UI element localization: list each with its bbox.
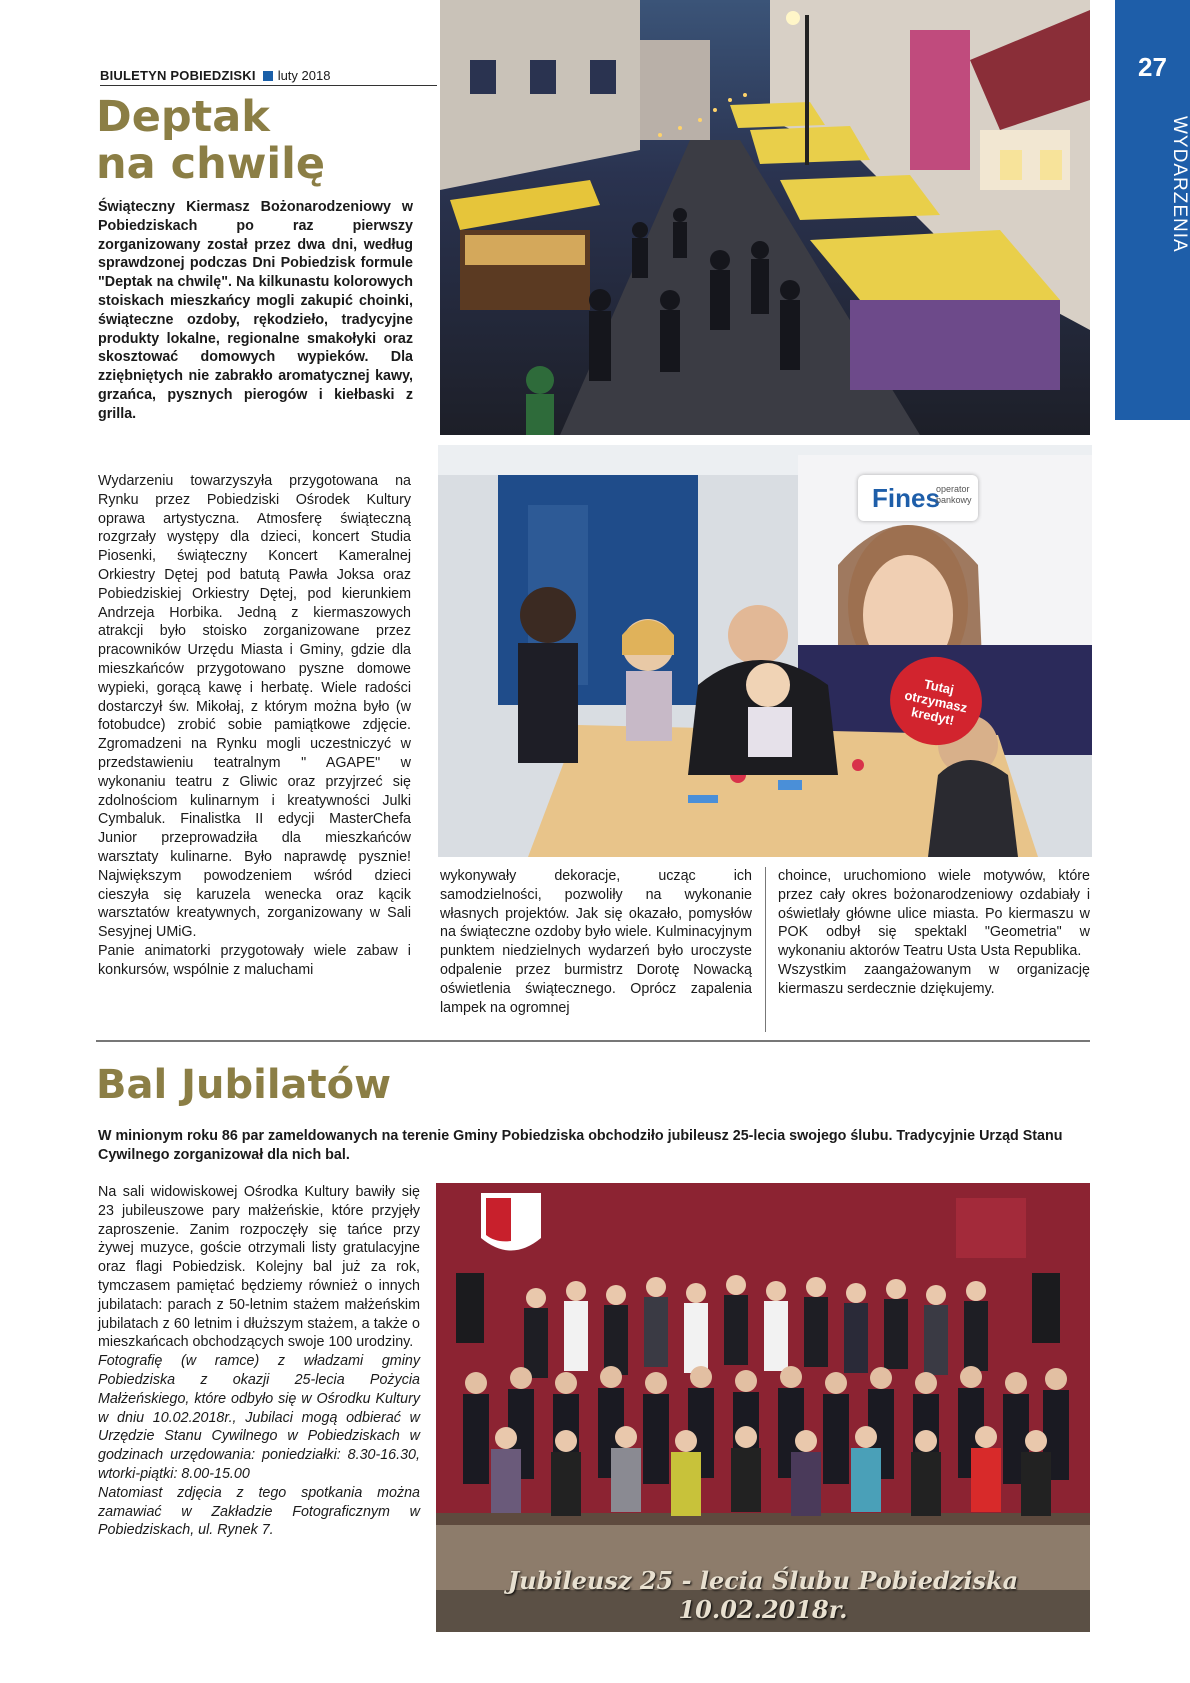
body-paragraph: Na sali widowiskowej Ośrodka Kultury bawiły się 23 jubileuszowe pary małżeńskie, które przyjęły zaproszenie. Zanim rozpoczęły się tańce przy żywej muzyce, goście otrzymali listy gratulacyjne oraz flagi Pobiedzisk. Kolejny bal już za rok, tymczasem pamiętać będziemy również o innych jubilatach: parach z 50-letnim stażem małżeńskim jubilatach z 60 letnim i dłuższym stażem, a także o mieszkańcach obchodzących swoje 100 urodziny. xyxy=(98,1184,420,1351)
article-column-2 xyxy=(440,867,752,1017)
article-title-bal: Bal Jubilatów xyxy=(96,1062,392,1108)
bank-sign-sub: operator bankowy xyxy=(936,484,972,505)
bank-sign xyxy=(858,475,978,521)
body-paragraph-italic: Natomiast zdjęcia z tego spotkania można zamawiać w Zakładzie Fotograficznym w Pobiedziskach, ul. Rynek 7. xyxy=(98,1484,420,1539)
photo-caption: Jubileusz 25 - lecia Ślubu Pobiedziska 10.02.2018r. xyxy=(507,1566,1019,1624)
intro-paragraph: W minionym roku 86 par zameldowanych na terenie Gminy Pobiedziska obchodziło jubileusz 25-lecia swojego ślubu. Tradycyjnie Urząd Stanu Cywilnego zorganizował dla nich bal. xyxy=(98,1128,1063,1163)
bank-sign-brand: Fines xyxy=(872,483,940,513)
body-paragraph: Wszystkim zaangażowanym w organizację kiermaszu serdecznie dziękujemy. xyxy=(778,961,1090,997)
column-divider xyxy=(765,867,766,1032)
body-paragraph: choince, uruchomiono wiele motywów, które przez cały okres bożonarodzeniowy ozdabiały i oświetlały główne ulice miasta. Po kiermaszu w POK odbył się spektakl "Geometria" w wykonaniu aktorów Teatru Usta Usta Republika. xyxy=(778,868,1090,960)
body-paragraph: Panie animatorki przygotowały wiele zabaw i konkursów, wspólnie z maluchami xyxy=(98,942,411,978)
issue-date: luty 2018 xyxy=(277,68,331,83)
body-paragraph-italic: Fotografię (w ramce) z władzami gminy Pobiedziska z okazji 25-lecia Pożycia Małżeńskiego, które odbyło się w Ośrodku Kultury w dniu 10.02.2018r., Jubilaci mogą odbierać w Urzędzie Stanu Cywilnego w Pobiedziskach w godzinach urzędowania: poniedziałki: 8.30-16.30, wtorki-piątki: 8.00-15.00 xyxy=(98,1353,420,1482)
running-header xyxy=(100,66,440,86)
publication-name: BIULETYN POBIEDZISKI xyxy=(100,68,256,83)
group-photo xyxy=(436,1183,1090,1632)
title-line-1: Deptak xyxy=(96,92,270,142)
page-number: 27 xyxy=(1138,52,1167,82)
body-paragraph: Wydarzeniu towarzyszyła przygotowana na Rynku przez Pobiedziski Ośrodek Kultury oprawa artystyczna. Atmosferę świąteczną rozgrzały występy dla dzieci, koncert Studia Piosenki, świąteczny Koncert Kameralnej Orkiestry Dętej pod batutą Pawła Joksa oraz Pobiedziskiej Orkiestry Dętej, pod kierunkiem Andrzeja Horbika. Jedną z kiermaszowych atrakcji było stoisko zorganizowane przez pracowników Urzędu Miasta i Gminy, gdzie dla mieszkańców przygotowano pyszne domowe wypieki, gorącą kawę i herbatę. Wiele radości dostarczył św. Mikołaj, z którym można było (w fotobudce) zrobić sobie pamiątkowe zdjęcie. Zgromadzeni na Rynku mogli uczestniczyć w przedstawieniu teatralnym " AGAPE" w wykonaniu teatru z Gliwic oraz przyjrzeć się zdolnościom kulinarnym i kreatywności Julki Cymbaluk. Finalistka II edycji MasterChefa Junior przeprowadziła dla mieszkańców warsztaty kulinarne. Było naprawdę pysznie! Największym powodzeniem wśród dzieci cieszyła się karuzela wenecka oraz kącik warsztatów kreatywnych, zorganizowany w Sali Sesyjnej UMiG. xyxy=(98,473,411,941)
article-column-1 xyxy=(98,472,411,980)
header-square-icon xyxy=(263,71,273,81)
workshop-photo xyxy=(438,445,1092,857)
group-illustration xyxy=(436,1183,1090,1632)
section-divider xyxy=(96,1040,1090,1042)
title-line-2: na chwilę xyxy=(96,139,326,190)
article-column-3 xyxy=(778,867,1090,999)
section-label: WYDARZENIA xyxy=(1169,115,1190,253)
article2-intro xyxy=(98,1127,1090,1165)
header-rule xyxy=(100,85,437,86)
workshop-illustration xyxy=(438,445,1092,857)
article2-column xyxy=(98,1183,420,1540)
market-illustration xyxy=(440,0,1090,435)
promo-text: Tutaj otrzymasz kredyt! xyxy=(903,675,969,728)
article-title-deptak xyxy=(96,94,426,189)
market-photo xyxy=(440,0,1090,435)
body-paragraph: wykonywały dekoracje, ucząc ich samodzielności, pozwoliły na wykonanie własnych projektów. Jak się okazało, pomysłów na świąteczne ozdoby było wiele. Kulminacyjnym punktem niedzielnych wydarzeń było uroczyste odpalenie przez burmistrz Dorotę Nowacką oświetlenia świątecznego. Oprócz zapalenia lampek na ogromnej xyxy=(440,868,752,1016)
article-lead xyxy=(98,198,413,424)
lead-paragraph: Świąteczny Kiermasz Bożonarodzeniowy w Pobiedziskach po raz pierwszy zorganizowany został przez dwa dni, według sprawdzonej podczas Dni Pobiedzisk formule "Deptak na chwilę". Na kilkunastu kolorowych stoiskach mieszkańcy mogli zakupić choinki, świąteczne ozdoby, rękodzieło, tradycyjne produkty lokalne, regionalne smakołyki oraz skosztować domowych wypieków. Dla zziębniętych nie zabrakło aromatycznej kawy, grzańca, pysznych pierogów i kiełbaski z grilla. xyxy=(98,199,413,422)
